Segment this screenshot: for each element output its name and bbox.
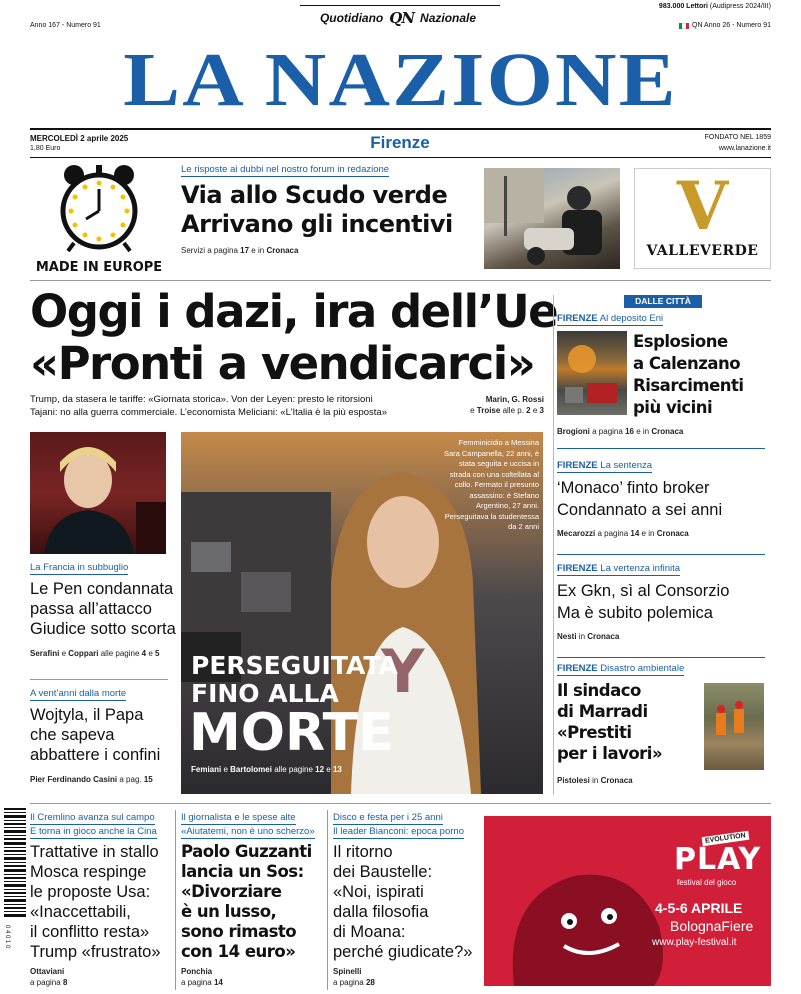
valleverde-logo-icon: V xyxy=(676,167,729,245)
marradi-line1: Il sindaco xyxy=(557,681,641,700)
city-item-monaco[interactable] xyxy=(557,460,769,548)
monaco-credit: Mecarozzi a pagina 14 e in Cronaca xyxy=(557,529,689,538)
scooter-photo xyxy=(484,168,620,269)
gkn-line1: Ex Gkn, sì al Consorzio xyxy=(557,582,730,600)
guzzanti-credit: Ponchia a pagina 14 xyxy=(181,967,223,987)
gkn-line2: Ma è subito polemica xyxy=(557,604,713,622)
play-festival-ad[interactable] xyxy=(484,816,771,986)
city-item-gkn[interactable] xyxy=(557,563,769,651)
baustelle-line3: «Noi, ispirati xyxy=(333,883,424,901)
city-kicker-4: FIRENZE Disastro ambientale xyxy=(557,663,685,674)
play-sub: festival del gioco xyxy=(677,878,737,887)
rule-lepen-wojtyla xyxy=(30,679,168,680)
calenzano-line3: Risarcimenti xyxy=(633,376,744,395)
photo-title-1: PERSEGUITATA xyxy=(191,651,398,680)
masthead-tagline xyxy=(278,9,518,27)
play-logo: PLAY xyxy=(674,842,762,877)
baustelle-line1: Il ritorno xyxy=(333,843,393,861)
website[interactable]: www.lanazione.it xyxy=(718,145,771,152)
baustelle-line4: dalla filosofia xyxy=(333,903,429,921)
masthead-rule xyxy=(30,128,771,130)
anno-left: Anno 167 - Numero 91 xyxy=(30,22,101,29)
city-rule-2 xyxy=(557,554,765,555)
marradi-line2: di Marradi xyxy=(557,702,648,721)
dalle-citta-header: DALLE CITTÀ xyxy=(624,295,702,308)
wojtyla-line2: che sapeva xyxy=(30,726,115,744)
photo-credit: Femiani e Bartolomei alle pagine 12 e 13 xyxy=(191,765,342,774)
russia-line6: Trump «frustrato» xyxy=(30,943,161,961)
landslide-photo xyxy=(704,683,764,770)
city-item-calenzano[interactable] xyxy=(557,313,769,441)
wojtyla-line1: Wojtyla, il Papa xyxy=(30,706,144,724)
main-summary-2: Tajani: no alla guerra commerciale. L’economista Meliciani: «L’Italia è la più esposta» xyxy=(30,407,387,418)
lepen-line3: Giudice sotto scorta xyxy=(30,620,176,638)
city-rule-1 xyxy=(557,448,765,449)
russia-credit: Ottaviani a pagina 8 xyxy=(30,967,68,987)
alarm-clock-icon xyxy=(28,163,170,253)
top-story-kicker: Le risposte ai dubbi nel nostro forum in redazione xyxy=(181,164,390,175)
lepen-photo xyxy=(30,432,166,554)
tagline-right: Nazionale xyxy=(420,11,477,25)
bottom-story-guzzanti[interactable] xyxy=(181,812,326,990)
calenzano-line2: a Calenzano xyxy=(633,354,741,373)
play-dates: 4-5-6 APRILE xyxy=(655,900,743,916)
wojtyla-line3: abbattere i confini xyxy=(30,746,161,764)
col-divider-2 xyxy=(327,810,328,990)
play-url[interactable]: www.play-festival.it xyxy=(652,937,737,948)
city-rule-3 xyxy=(557,657,765,658)
top-story[interactable] xyxy=(181,164,476,272)
made-in-europe-promo[interactable] xyxy=(28,163,170,275)
monaco-line1: ‘Monaco’ finto broker xyxy=(557,479,710,497)
masthead-top-rule xyxy=(300,5,500,6)
qn-logo: QN xyxy=(389,9,415,27)
tagline-left: Quotidiano xyxy=(319,11,384,25)
top-story-line1: Via allo Scudo verde xyxy=(181,181,448,209)
calenzano-credit: Brogioni a pagina 16 e in Cronaca xyxy=(557,427,684,436)
readers-info xyxy=(659,3,771,10)
photo-title-2: FINO ALLA xyxy=(191,679,339,708)
guzzanti-line2: lancia un Sos: xyxy=(181,862,304,881)
russia-line2: Mosca respinge xyxy=(30,863,147,881)
bottom-story-russia[interactable] xyxy=(30,812,170,990)
founded: FONDATO NEL 1859 xyxy=(704,134,771,141)
russia-line5: il conflitto resta» xyxy=(30,923,150,941)
main-summary-1: Trump, da stasera le tariffe: «Giornata storica». Von der Leyen: presto le ritorsioni xyxy=(30,394,373,405)
photo-title-3: MORTE xyxy=(189,703,394,763)
gkn-credit: Nesti in Cronaca xyxy=(557,632,620,641)
issue-date: MERCOLEDÌ 2 aprile 2025 xyxy=(30,134,129,143)
barcode xyxy=(4,808,26,949)
baustelle-credit: Spinelli a pagina 28 xyxy=(333,967,375,987)
guzzanti-kicker-1: Il giornalista e le spese alte xyxy=(181,812,296,823)
lepen-story[interactable] xyxy=(30,562,176,670)
russia-line4: «Inaccettabili, xyxy=(30,903,131,921)
russia-kicker-2: E torna in gioco anche la Cina xyxy=(30,826,157,837)
marradi-line3: «Prestiti xyxy=(557,723,632,742)
valleverde-brand: VALLEVERDE xyxy=(646,243,759,259)
issue-price: 1,80 Euro xyxy=(30,145,61,152)
baustelle-line5: di Moana: xyxy=(333,923,406,941)
rule-below-top xyxy=(30,280,771,281)
rule-above-bottom xyxy=(30,803,771,804)
baustelle-line2: dei Baustelle: xyxy=(333,863,433,881)
svg-text:Y: Y xyxy=(381,637,425,707)
calenzano-line1: Esplosione xyxy=(633,332,728,351)
russia-line1: Trattative in stallo xyxy=(30,843,159,861)
russia-line3: le proposte Usa: xyxy=(30,883,151,901)
guzzanti-line3: «Divorziare xyxy=(181,882,282,901)
baustelle-kicker-1: Disco e festa per i 25 anni xyxy=(333,812,443,823)
marradi-line4: per i lavori» xyxy=(557,744,663,763)
wojtyla-story[interactable] xyxy=(30,688,170,798)
top-story-line2: Arrivano gli incentivi xyxy=(181,210,453,238)
masthead-bottom-rule xyxy=(30,157,771,158)
wojtyla-kicker: A vent’anni dalla morte xyxy=(30,688,127,699)
barcode-icon xyxy=(4,808,26,918)
main-story-credit: Marin, G. Rossi e Troise alle p. 2 e 3 xyxy=(470,395,544,415)
main-headline-2: «Pronti a vendicarci» xyxy=(30,337,535,390)
city-kicker-3: FIRENZE La vertenza infinita xyxy=(557,563,681,574)
barcode-code: 0 4 0 1 0 xyxy=(4,925,10,949)
newspaper-title: LA NAZIONE xyxy=(123,38,678,122)
lepen-line1: Le Pen condannata xyxy=(30,580,174,598)
marradi-credit: Pistolesi in Cronaca xyxy=(557,776,633,785)
baustelle-line6: perché giudicate?» xyxy=(333,943,473,961)
city-item-marradi[interactable] xyxy=(557,663,769,791)
top-story-credit: Servizi a pagina 17 e in Cronaca xyxy=(181,246,299,255)
photo-story[interactable] xyxy=(181,432,543,794)
city-kicker-2: FIRENZE La sentenza xyxy=(557,460,653,471)
baustelle-kicker-2: Il leader Bianconi: epoca porno xyxy=(333,826,464,837)
lepen-kicker: La Francia in subbuglio xyxy=(30,562,129,573)
guzzanti-kicker-2: «Aiutatemi, non è uno scherzo» xyxy=(181,826,315,837)
play-venue: BolognaFiere xyxy=(670,918,754,934)
anno-right-wrap xyxy=(679,22,771,29)
monaco-line2: Condannato a sei anni xyxy=(557,501,723,519)
explosion-photo xyxy=(557,331,627,415)
italy-flag-icon xyxy=(679,23,689,29)
lepen-line2: passa all’attacco xyxy=(30,600,152,618)
main-headline-1: Oggi i dazi, ira dell’Ue xyxy=(30,285,558,338)
calenzano-line4: più vicini xyxy=(633,398,713,417)
russia-kicker-1: Il Cremlino avanza sul campo xyxy=(30,812,155,823)
valleverde-ad[interactable] xyxy=(634,168,771,269)
photo-caption: Femminicidio a Messina Sara Campanella, 22 anni, è stata seguita e uccisa in strada con una coltellata al collo. Fermato il presunto assassino: è Stefano Argentino, 27 anni. Perseguitava la studentessa da 2 anni xyxy=(443,438,539,531)
city-kicker-1: FIRENZE Al deposito Eni xyxy=(557,313,664,324)
wojtyla-credit: Pier Ferdinando Casini a pag. 15 xyxy=(30,775,153,784)
lepen-credit: Serafini e Coppari alle pagine 4 e 5 xyxy=(30,649,160,658)
edition-name: Firenze xyxy=(370,133,430,152)
readers-count: 983.000 Lettori xyxy=(658,3,708,10)
guzzanti-line6: con 14 euro» xyxy=(181,942,296,961)
readers-source: (Audipress 2024/III) xyxy=(709,3,771,10)
made-in-europe-label: MADE IN EUROPE xyxy=(35,260,163,275)
anno-right: QN Anno 26 - Numero 91 xyxy=(692,22,771,29)
play-badge: EVOLUTION xyxy=(702,831,750,846)
guzzanti-line4: è un lusso, xyxy=(181,902,277,921)
bottom-story-baustelle[interactable] xyxy=(333,812,478,990)
guzzanti-line1: Paolo Guzzanti xyxy=(181,842,312,861)
guzzanti-line5: sono rimasto xyxy=(181,922,297,941)
col-divider-1 xyxy=(175,810,176,990)
